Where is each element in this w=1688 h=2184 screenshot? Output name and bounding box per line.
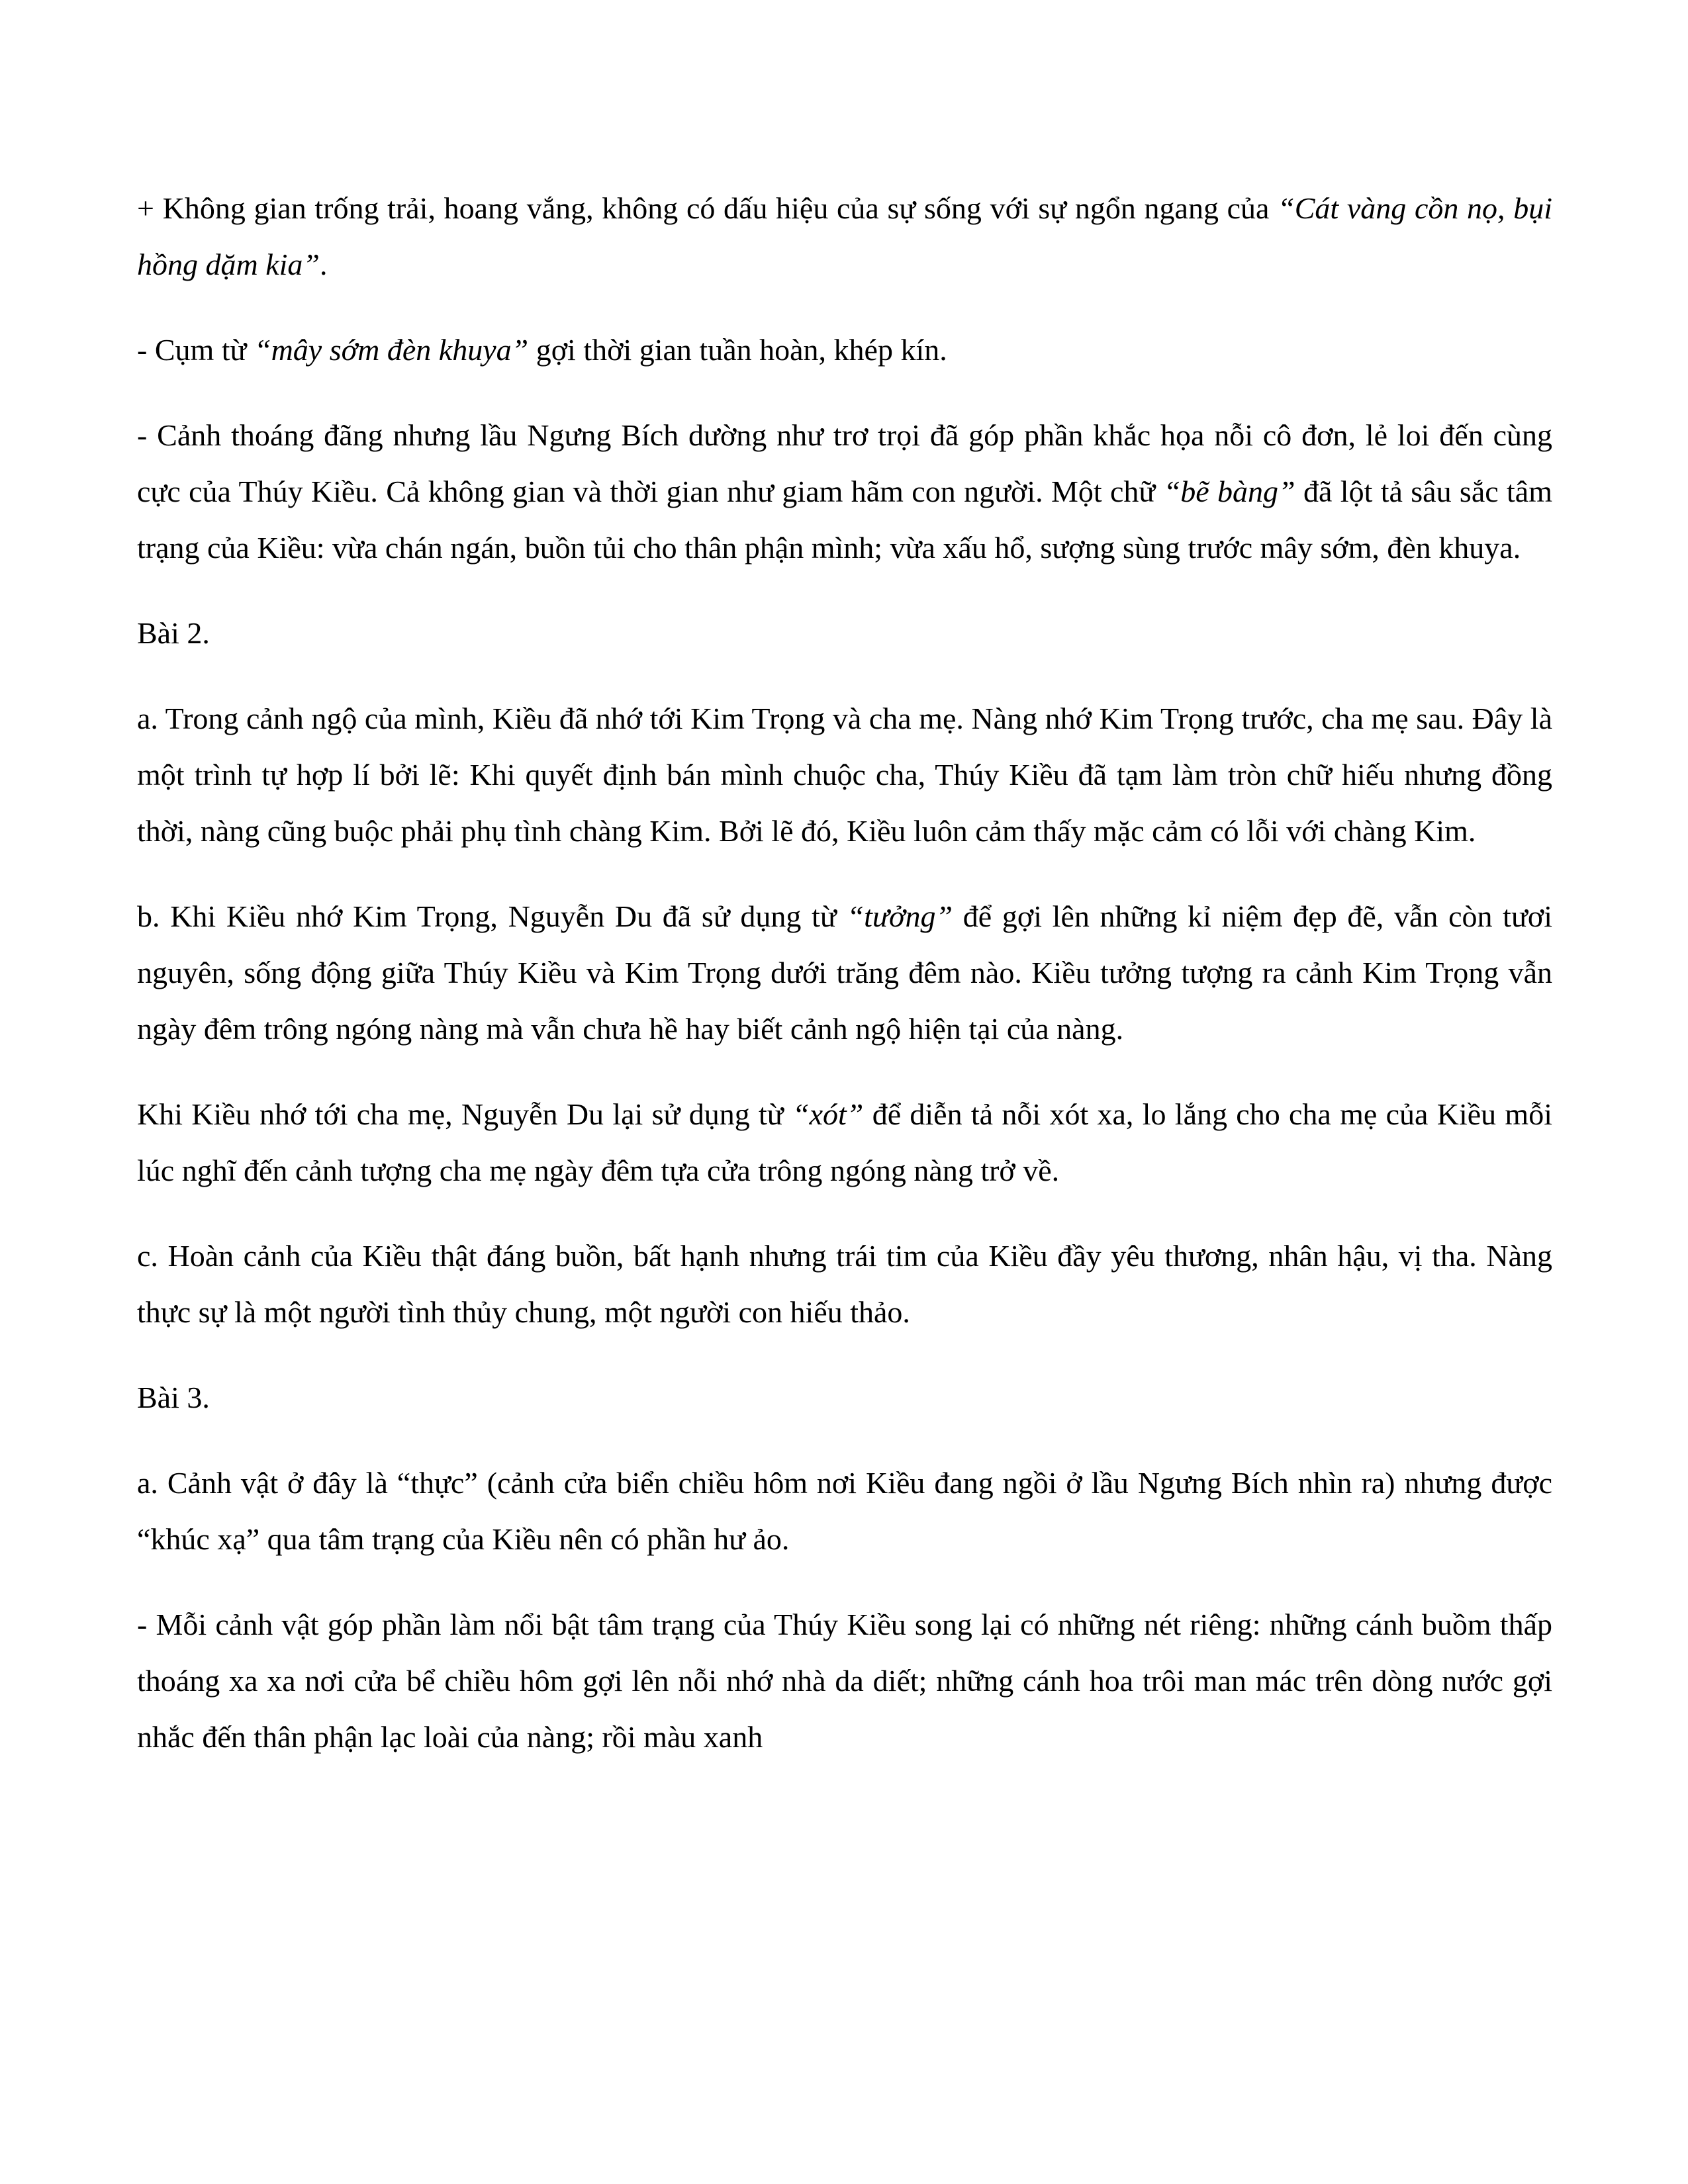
paragraph	[137, 888, 1552, 1057]
text-run: - Cụm từ	[137, 333, 254, 367]
text-run: Bài 2.	[137, 616, 210, 650]
section-heading	[137, 605, 1552, 661]
text-run: b. Khi Kiều nhớ Kim Trọng, Nguyễn Du đã sử dụng từ	[137, 899, 847, 933]
paragraph	[137, 1455, 1552, 1567]
text-run: Khi Kiều nhớ tới cha mẹ, Nguyễn Du lại sử dụng từ	[137, 1097, 793, 1131]
text-run: để diễn tả nỗi xót xa, lo lắng cho cha mẹ của Kiều mỗi lúc nghĩ đến cảnh tượng cha mẹ ngày đêm tựa cửa trông ngóng nàng trở về.	[137, 1097, 1552, 1187]
paragraph	[137, 690, 1552, 859]
text-run: - Cảnh thoáng đãng nhưng lầu Ngưng Bích dường như trơ trọi đã góp phần khắc họa nỗi cô đơn, lẻ loi đến cùng cực của Thúy Kiều. Cả không gian và thời gian như giam hãm con người. Một chữ	[137, 418, 1552, 508]
paragraph	[137, 180, 1552, 293]
text-run: Bài 3.	[137, 1381, 210, 1414]
paragraph	[137, 322, 1552, 378]
text-run: - Mỗi cảnh vật góp phần làm nổi bật tâm trạng của Thúy Kiều song lại có những nét riêng: những cánh buồm thấp thoáng xa xa nơi cửa bể chiều hôm gợi lên nỗi nhớ nhà da diết; những cánh hoa trôi man mác trên dòng nước gợi nhắc đến thân phận lạc loài của nàng; rồi màu xanh	[137, 1608, 1552, 1754]
text-run: + Không gian trống trải, hoang vắng, không có dấu hiệu của sự sống với sự ngổn ngang của	[137, 191, 1278, 225]
quoted-phrase: “mây sớm đèn khuya”	[254, 333, 529, 367]
paragraph	[137, 1228, 1552, 1340]
quoted-phrase: “bẽ bàng”	[1163, 475, 1295, 508]
paragraph	[137, 1596, 1552, 1765]
text-run: đã lột tả sâu sắc tâm trạng của Kiều: vừa chán ngán, buồn tủi cho thân phận mình; vừa xấu hổ, sượng sùng trước mây sớm, đèn khuya.	[137, 475, 1552, 565]
text-run: c. Hoàn cảnh của Kiều thật đáng buồn, bất hạnh nhưng trái tim của Kiều đầy yêu thương, nhân hậu, vị tha. Nàng thực sự là một người tình thủy chung, một người con hiếu thảo.	[137, 1239, 1552, 1329]
text-run: để gợi lên những kỉ niệm đẹp đẽ, vẫn còn tươi nguyên, sống động giữa Thúy Kiều và Kim Trọng dưới trăng đêm nào. Kiều tưởng tượng ra cảnh Kim Trọng vẫn ngày đêm trông ngóng nàng mà vẫn chưa hề hay biết cảnh ngộ hiện tại của nàng.	[137, 899, 1552, 1046]
paragraph	[137, 407, 1552, 576]
text-run: a. Trong cảnh ngộ của mình, Kiều đã nhớ tới Kim Trọng và cha mẹ. Nàng nhớ Kim Trọng trước, cha mẹ sau. Đây là một trình tự hợp lí bởi lẽ: Khi quyết định bán mình chuộc cha, Thúy Kiều đã tạm làm tròn chữ hiếu nhưng đồng thời, nàng cũng buộc phải phụ tình chàng Kim. Bởi lẽ đó, Kiều luôn cảm thấy mặc cảm có lỗi với chàng Kim.	[137, 702, 1552, 848]
text-run: gợi thời gian tuần hoàn, khép kín.	[528, 333, 947, 367]
text-run: a. Cảnh vật ở đây là “thực” (cảnh cửa biển chiều hôm nơi Kiều đang ngồi ở lầu Ngưng Bích nhìn ra) nhưng được “khúc xạ” qua tâm trạng của Kiều nên có phần hư ảo.	[137, 1466, 1552, 1556]
quoted-phrase: “xót”	[792, 1097, 864, 1131]
section-heading	[137, 1369, 1552, 1426]
quoted-phrase: “Cát vàng cồn nọ, bụi hồng dặm kia”	[137, 191, 1552, 281]
quoted-phrase: “tưởng”	[847, 899, 953, 933]
paragraph	[137, 1086, 1552, 1199]
text-run: .	[320, 248, 328, 281]
